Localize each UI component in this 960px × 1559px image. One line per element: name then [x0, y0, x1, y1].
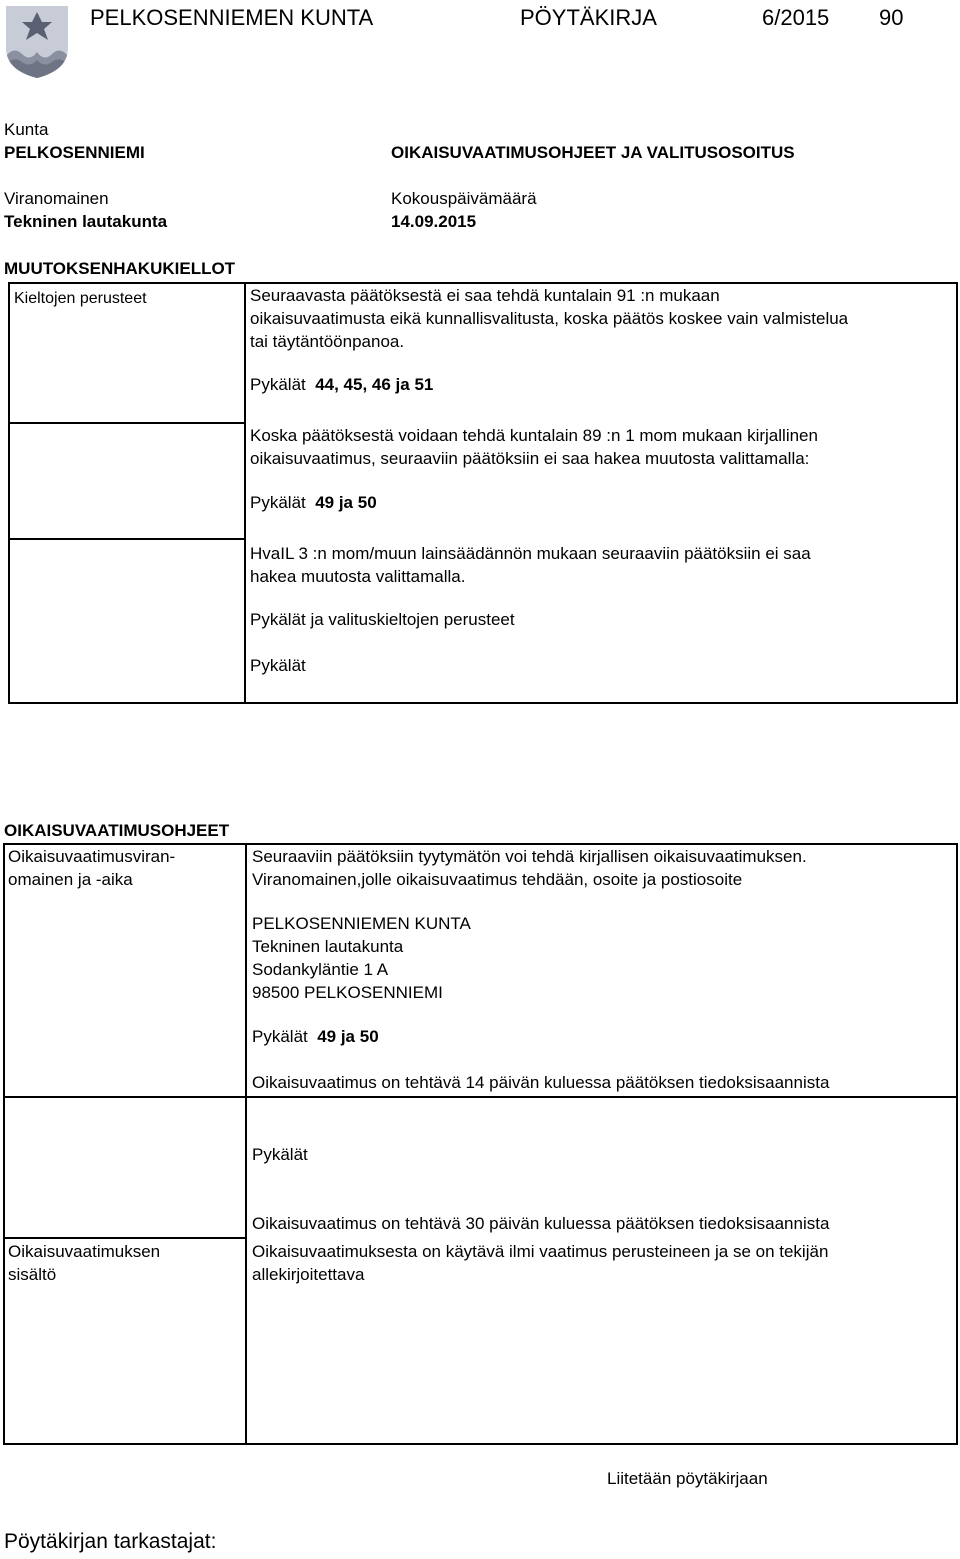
correction-authority-label: Oikaisuvaatimusviran- omainen ja -aika: [8, 847, 176, 889]
correction-row-divider-1: [3, 1096, 958, 1098]
bans-sections-3: Pykälät ja valituskieltojen perusteet: [250, 610, 515, 629]
bans-basis-label: Kieltojen perusteet: [14, 290, 147, 307]
section-title-appeal-bans: MUUTOKSENHAKUKIELLOT: [4, 259, 236, 278]
kunta-label: Kunta: [4, 120, 49, 139]
correction-content-label: Oikaisuvaatimuksen sisältö: [8, 1242, 161, 1284]
correction-paragraph-1: Seuraaviin päätöksiin tyytymätön voi tehdä kirjallisen oikaisuvaatimuksen. Viranomainen,jolle oikaisuvaatimus tehdään, osoite ja postiosoite: [252, 847, 807, 889]
document-title: OIKAISUVAATIMUSOHJEET JA VALITUSOSOITUS: [391, 143, 795, 162]
appeal-bans-column-divider: [244, 282, 246, 704]
bans-sections-4: Pykälät: [250, 656, 306, 675]
meeting-date-label: Kokouspäivämäärä: [391, 189, 537, 208]
bans-paragraph-3: HvaIL 3 :n mom/muun lainsäädännön mukaan seuraaviin päätöksiin ei saa hakea muutosta valittamalla.: [250, 544, 811, 586]
meeting-date-value: 14.09.2015: [391, 212, 477, 231]
correction-row-divider-2: [3, 1237, 245, 1239]
appeal-bans-row-divider-1: [8, 422, 244, 424]
correction-table: [3, 843, 958, 1445]
header-page-number: 90: [879, 5, 904, 30]
bans-paragraph-1: Seuraavasta päätöksestä ei saa tehdä kuntalain 91 :n mukaan oikaisuvaatimusta eikä kunnallisvalitusta, koska päätös koskee vain valmistelua tai täytäntöönpanoa.: [250, 286, 849, 351]
correction-address: PELKOSENNIEMEN KUNTA Tekninen lautakunta Sodankyläntie 1 A 98500 PELKOSENNIEMI: [252, 914, 471, 1002]
header-org: PELKOSENNIEMEN KUNTA: [90, 5, 374, 30]
kunta-value: PELKOSENNIEMI: [4, 143, 145, 162]
authority-value: Tekninen lautakunta: [4, 212, 168, 231]
minutes-reviewers-label: Pöytäkirjan tarkastajat:: [4, 1530, 217, 1553]
authority-label: Viranomainen: [4, 189, 109, 208]
correction-content-text: Oikaisuvaatimuksesta on käytävä ilmi vaatimus perusteineen ja se on tekijän allekirjoitettava: [252, 1242, 829, 1284]
correction-column-divider: [245, 843, 247, 1445]
bans-paragraph-2: Koska päätöksestä voidaan tehdä kuntalain 89 :n 1 mom mukaan kirjallinen oikaisuvaatimus, seuraaviin päätöksiin ei saa hakea muutosta valittamalla:: [250, 426, 818, 468]
section-title-correction-instructions: OIKAISUVAATIMUSOHJEET: [4, 821, 230, 840]
header-doc-type: PÖYTÄKIRJA: [520, 5, 657, 30]
correction-sections-1: Pykälät 49 ja 50: [252, 1027, 379, 1046]
deadline-30-days: Oikaisuvaatimus on tehtävä 30 päivän kuluessa päätöksen tiedoksisaannista: [252, 1214, 830, 1233]
deadline-14-days: Oikaisuvaatimus on tehtävä 14 päivän kuluessa päätöksen tiedoksisaannista: [252, 1073, 830, 1092]
header-issue: 6/2015: [762, 5, 830, 30]
attached-to-minutes: Liitetään pöytäkirjaan: [607, 1469, 768, 1488]
correction-sections-2: Pykälät: [252, 1145, 308, 1164]
bans-sections-2: Pykälät 49 ja 50: [250, 493, 377, 512]
bans-sections-1: Pykälät 44, 45, 46 ja 51: [250, 375, 434, 394]
municipal-crest-logo: [4, 4, 70, 80]
appeal-bans-row-divider-2: [8, 538, 244, 540]
